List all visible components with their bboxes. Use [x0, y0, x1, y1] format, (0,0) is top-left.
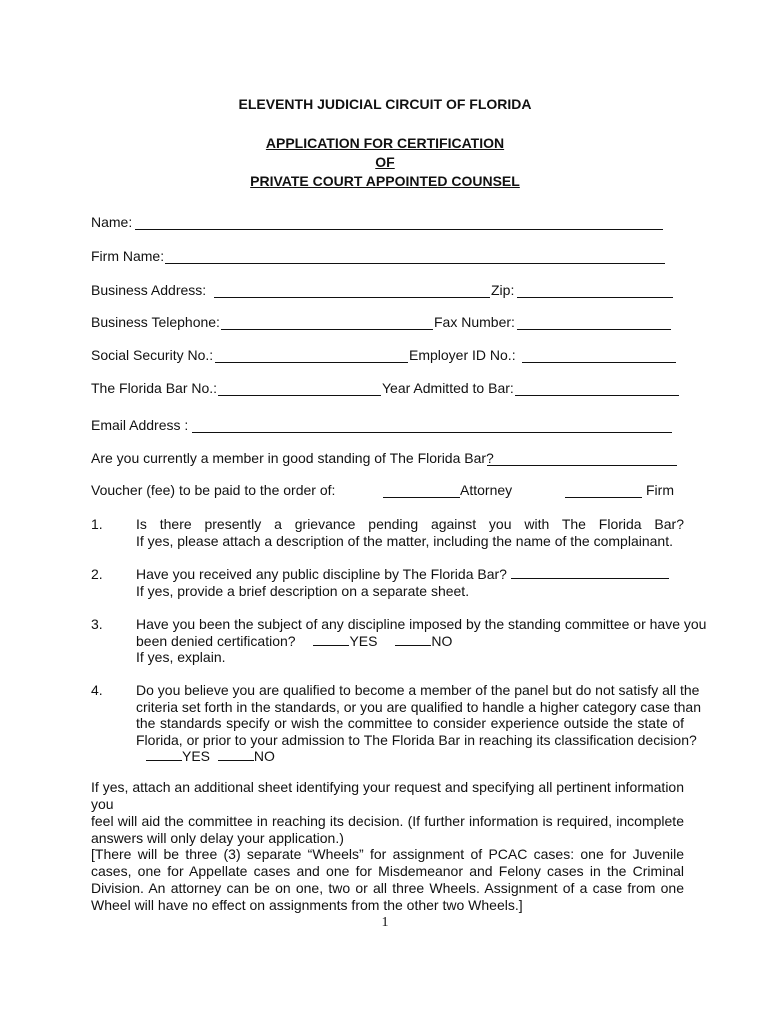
page-number: 1 — [381, 915, 389, 930]
if-yes-line2: feel will aid the committee in reaching its decision. (If further information is required, incomplete — [91, 813, 684, 829]
form-title-line3: PRIVATE COURT APPOINTED COUNSEL — [250, 173, 520, 189]
zip-field[interactable] — [517, 297, 673, 298]
question-3 — [136, 616, 707, 666]
question-4-yes-label: YES — [182, 748, 211, 764]
business-address-row — [91, 282, 681, 300]
form-title-line1: APPLICATION FOR CERTIFICATION — [265, 135, 505, 151]
name-field[interactable] — [135, 229, 663, 230]
employer-id-field[interactable] — [522, 362, 676, 363]
question-4-line1: Do you believe you are qualified to become a member of the panel but do not satisfy all the — [136, 682, 700, 698]
question-2-answer-field[interactable] — [511, 566, 669, 579]
question-3-yes-label: YES — [349, 632, 378, 649]
question-3-yes-blank[interactable] — [313, 633, 349, 646]
firm-name-field[interactable] — [165, 263, 665, 264]
question-3-no-label: NO — [431, 632, 453, 649]
business-address-label: Business Address: — [91, 282, 207, 298]
zip-label: Zip: — [491, 282, 515, 298]
email-row — [91, 417, 681, 435]
year-admitted-field[interactable] — [515, 395, 679, 396]
firm-name-label: Firm Name: — [91, 248, 165, 264]
voucher-label: Voucher (fee) to be paid to the order of: — [91, 482, 336, 498]
question-1-line2: If yes, please attach a description of the matter, including the name of the complainant. — [136, 532, 673, 549]
question-1-line1: Is there presently a grievance pending against you with The Florida Bar? — [136, 516, 684, 532]
name-row — [91, 214, 681, 232]
good-standing-row — [91, 450, 681, 468]
question-1-number: 1. — [91, 516, 103, 532]
question-3-no-blank[interactable] — [395, 633, 431, 646]
question-3-line3: If yes, explain. — [136, 649, 226, 665]
question-2 — [136, 566, 684, 599]
business-telephone-field[interactable] — [221, 329, 433, 330]
question-4-no-label: NO — [253, 748, 275, 764]
question-2-number: 2. — [91, 566, 103, 582]
question-1 — [136, 516, 684, 549]
if-yes-line1: If yes, attach an additional sheet identifying your request and specifying all pertinent information you — [91, 779, 684, 812]
wheels-line2: cases, one for Appellate cases and one for Misdemeanor and Felony cases in the Criminal — [91, 863, 684, 879]
business-telephone-label: Business Telephone: — [91, 314, 220, 330]
fax-number-label: Fax Number: — [434, 314, 515, 330]
wheels-paragraph — [91, 846, 684, 914]
wheels-line4: Wheel will have no effect on assignments from the other two Wheels.] — [91, 897, 523, 913]
firm-option-label: Firm — [646, 482, 674, 498]
voucher-row — [91, 482, 681, 500]
question-2-line1: Have you received any public discipline by The Florida Bar? — [136, 566, 507, 582]
question-3-line1: Have you been the subject of any discipline imposed by the standing committee or have you — [136, 616, 707, 632]
if-yes-paragraph — [91, 779, 684, 847]
question-4-line4: Florida, or prior to your admission to The Florida Bar in reaching its classification decision? — [136, 731, 697, 748]
question-4-line3: the standards specify or wish the committee to consider experience outside the state of — [136, 715, 684, 731]
question-4 — [136, 682, 702, 765]
question-4-line2: criteria set forth in the standards, or you are qualified to handle a higher category case than — [136, 698, 702, 715]
ssn-field[interactable] — [215, 362, 408, 363]
employer-id-label: Employer ID No.: — [409, 347, 516, 363]
form-title-line2: OF — [375, 154, 395, 170]
attorney-option-label: Attorney — [460, 482, 513, 498]
telephone-row — [91, 314, 681, 332]
question-4-yes-blank[interactable] — [146, 748, 182, 761]
wheels-line3: Division. An attorney can be on one, two or all three Wheels. Assignment of a case from one — [91, 880, 684, 896]
florida-bar-no-field[interactable] — [218, 395, 381, 396]
firm-blank[interactable] — [565, 497, 642, 498]
fax-number-field[interactable] — [517, 329, 671, 330]
florida-bar-no-label: The Florida Bar No.: — [91, 380, 218, 396]
ssn-label: Social Security No.: — [91, 347, 214, 363]
business-address-field[interactable] — [214, 297, 490, 298]
bar-number-row — [91, 380, 681, 398]
question-3-line2: been denied certification? — [136, 632, 296, 649]
attorney-blank[interactable] — [383, 497, 460, 498]
email-field[interactable] — [192, 432, 672, 433]
name-label: Name: — [91, 214, 133, 230]
if-yes-line3: answers will only delay your application.) — [91, 830, 344, 846]
question-2-line2: If yes, provide a brief description on a separate sheet. — [136, 582, 470, 599]
ssn-row — [91, 347, 681, 365]
question-3-number: 3. — [91, 616, 103, 632]
question-4-no-blank[interactable] — [218, 748, 254, 761]
court-heading: ELEVENTH JUDICIAL CIRCUIT OF FLORIDA — [238, 96, 532, 112]
firm-name-row — [91, 248, 681, 266]
question-4-number: 4. — [91, 682, 103, 698]
wheels-line1: [There will be three (3) separate “Wheels” for assignment of PCAC cases: one for Juvenile — [91, 846, 684, 862]
year-admitted-label: Year Admitted to Bar: — [382, 380, 514, 396]
good-standing-question: Are you currently a member in good standing of The Florida Bar? — [91, 450, 494, 466]
email-label: Email Address : — [91, 417, 189, 433]
good-standing-field[interactable] — [487, 465, 677, 466]
